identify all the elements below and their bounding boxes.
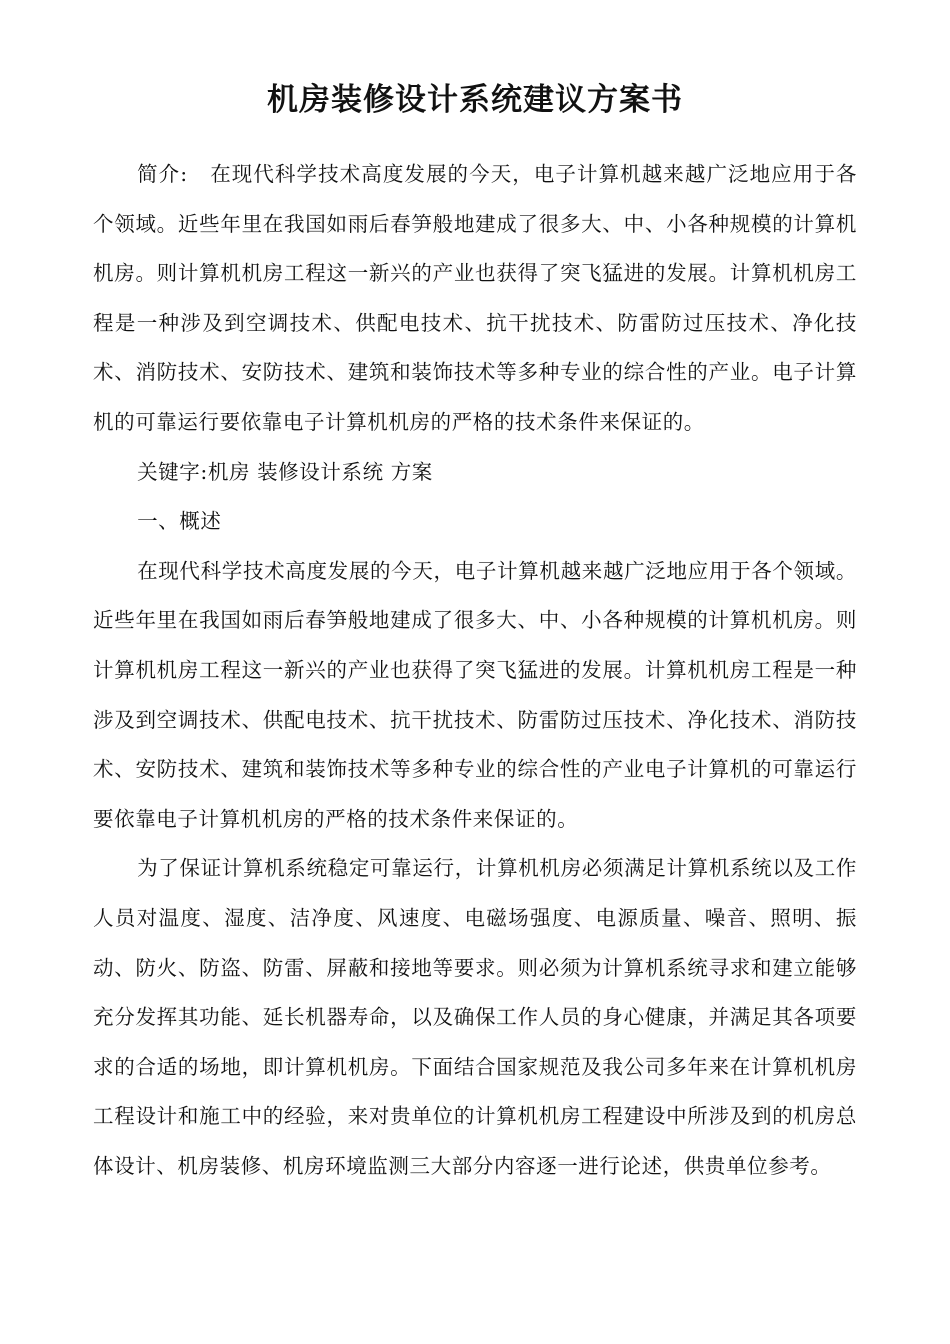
section-heading: 一、概述 (137, 509, 222, 534)
keywords-line (93, 448, 857, 498)
intro-text: 在现代科学技术高度发展的今天，电子计算机越来越广泛地应用于各个领域。近些年里在我国如雨后春笋般地建成了很多大、中、小各种规模的计算机机房。则计算机机房工程这一新兴的产业也获得了突飞猛进的发展。计算机机房工程是一种涉及到空调技术、供配电技术、抗干扰技术、防雷防过压技术、净化技术、消防技术、安防技术、建筑和装饰技术等多种专业的综合性的产业。电子计算机的可靠运行要依靠电子计算机机房的严格的技术条件来保证的。 (93, 162, 857, 434)
keyword-item: 装修设计系统 (257, 459, 384, 484)
intro-paragraph (93, 150, 857, 448)
keywords-label: 关键字: (137, 459, 208, 484)
keyword-item: 方案 (390, 459, 433, 484)
keyword-item: 机房 (207, 459, 251, 484)
intro-label: 简介: (137, 162, 188, 186)
document-body (93, 150, 857, 1191)
body-paragraph: 在现代科学技术高度发展的今天，电子计算机越来越广泛地应用于各个领域。近些年里在我国如雨后春笋般地建成了很多大、中、小各种规模的计算机机房。则计算机机房工程这一新兴的产业也获得了突飞猛进的发展。计算机机房工程是一种涉及到空调技术、供配电技术、抗干扰技术、防雷防过压技术、净化技术、消防技术、安防技术、建筑和装饰技术等多种专业的综合性的产业电子计算机的可靠运行要依靠电子计算机机房的严格的技术条件来保证的。 (93, 558, 857, 831)
document-title: 机房装修设计系统建议方案书 (267, 82, 683, 118)
body-paragraph: 为了保证计算机系统稳定可靠运行，计算机机房必须满足计算机系统以及工作人员对温度、湿度、洁净度、风速度、电磁场强度、电源质量、噪音、照明、振动、防火、防盗、防雷、屏蔽和接地等要求。则必须为计算机系统寻求和建立能够充分发挥其功能、延长机器寿命，以及确保工作人员的身心健康，并满足其各项要求的合适的场地，即计算机机房。下面结合国家规范及我公司多年来在计算机机房工程设计和施工中的经验，来对贵单位的计算机机房工程建设中所涉及到的机房总体设计、机房装修、机房环境监测三大部分内容逐一进行论述，供贵单位参考。 (93, 856, 857, 1178)
